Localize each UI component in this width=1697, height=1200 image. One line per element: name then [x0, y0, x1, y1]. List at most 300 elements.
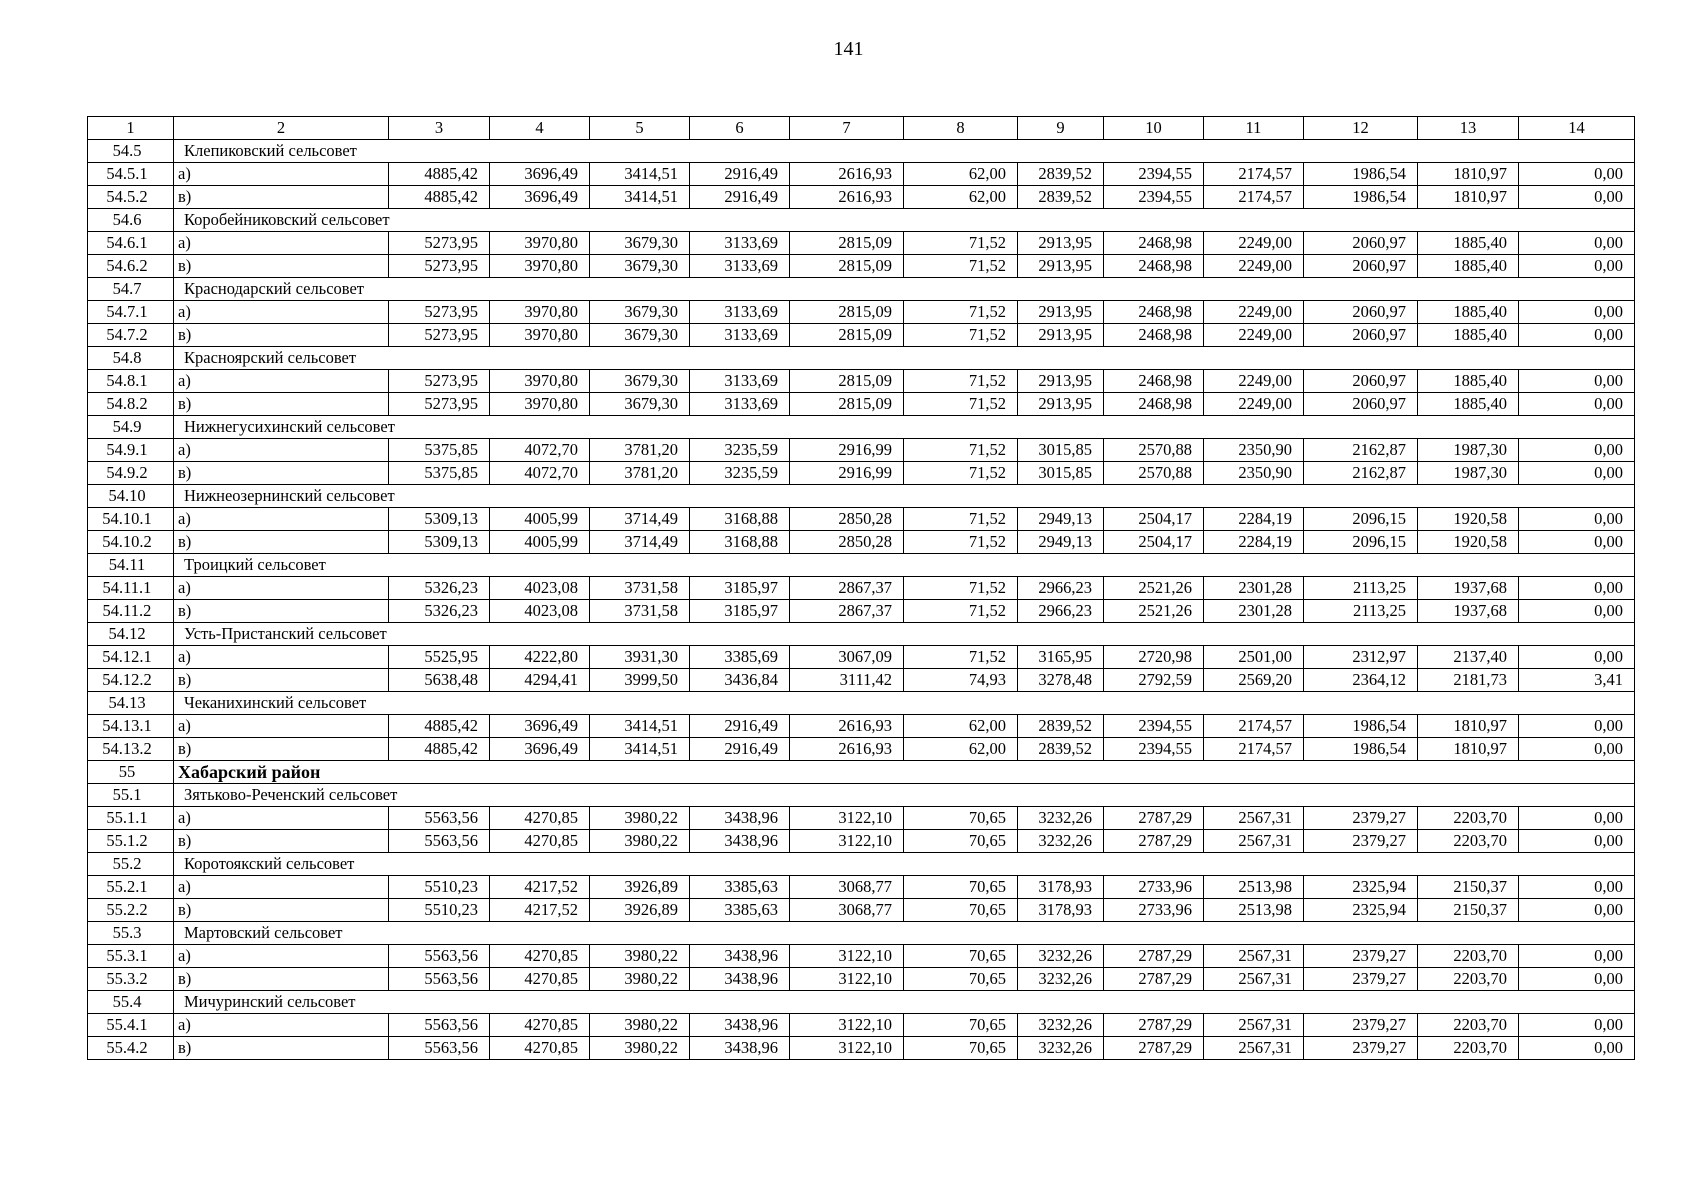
row-number: 55.3 [88, 922, 174, 945]
value-cell: 70,65 [904, 945, 1018, 968]
value-cell: 70,65 [904, 968, 1018, 991]
row-number: 54.9.1 [88, 439, 174, 462]
value-cell: 2569,20 [1204, 669, 1304, 692]
value-cell: 3133,69 [690, 370, 790, 393]
value-cell: 3980,22 [590, 830, 690, 853]
value-cell: 3438,96 [690, 830, 790, 853]
value-cell: 2867,37 [790, 600, 904, 623]
value-cell: 2913,95 [1018, 393, 1104, 416]
value-cell: 3232,26 [1018, 807, 1104, 830]
table-row [88, 899, 1635, 922]
value-cell: 3133,69 [690, 301, 790, 324]
row-label: в) [174, 830, 389, 853]
value-cell: 0,00 [1519, 600, 1635, 623]
value-cell: 4885,42 [389, 738, 490, 761]
row-title: Зятьково-Реченский сельсовет [174, 784, 1635, 807]
value-cell: 3414,51 [590, 738, 690, 761]
value-cell: 5309,13 [389, 508, 490, 531]
row-label: а) [174, 508, 389, 531]
value-cell: 5563,56 [389, 807, 490, 830]
value-cell: 2733,96 [1104, 876, 1204, 899]
value-cell: 3438,96 [690, 1014, 790, 1037]
value-cell: 2350,90 [1204, 439, 1304, 462]
row-number: 55.4.1 [88, 1014, 174, 1037]
row-number: 54.5.1 [88, 163, 174, 186]
value-cell: 5563,56 [389, 1014, 490, 1037]
value-cell: 4270,85 [490, 1037, 590, 1060]
row-number: 54.10.2 [88, 531, 174, 554]
table-row [88, 163, 1635, 186]
value-cell: 2468,98 [1104, 324, 1204, 347]
value-cell: 2504,17 [1104, 531, 1204, 554]
value-cell: 2916,49 [690, 738, 790, 761]
value-cell: 2174,57 [1204, 186, 1304, 209]
row-label: а) [174, 301, 389, 324]
row-title: Усть-Пристанский сельсовет [174, 623, 1635, 646]
value-cell: 3232,26 [1018, 968, 1104, 991]
value-cell: 0,00 [1519, 301, 1635, 324]
value-cell: 2916,49 [690, 186, 790, 209]
row-label: в) [174, 462, 389, 485]
value-cell: 5273,95 [389, 232, 490, 255]
value-cell: 5510,23 [389, 899, 490, 922]
value-cell: 2815,09 [790, 232, 904, 255]
group-row [88, 692, 1635, 715]
value-cell: 0,00 [1519, 577, 1635, 600]
value-cell: 0,00 [1519, 646, 1635, 669]
value-cell: 2162,87 [1304, 462, 1418, 485]
row-number: 55.2 [88, 853, 174, 876]
row-number: 54.5 [88, 140, 174, 163]
value-cell: 2792,59 [1104, 669, 1204, 692]
value-cell: 71,52 [904, 531, 1018, 554]
value-cell: 2468,98 [1104, 232, 1204, 255]
value-cell: 2616,93 [790, 186, 904, 209]
value-cell: 1986,54 [1304, 715, 1418, 738]
header-cell: 9 [1018, 117, 1104, 140]
row-title: Мичуринский сельсовет [174, 991, 1635, 1014]
value-cell: 1885,40 [1418, 255, 1519, 278]
value-cell: 1810,97 [1418, 738, 1519, 761]
value-cell: 4885,42 [389, 163, 490, 186]
table-row [88, 807, 1635, 830]
value-cell: 71,52 [904, 646, 1018, 669]
value-cell: 2060,97 [1304, 301, 1418, 324]
row-number: 55.1 [88, 784, 174, 807]
header-cell: 8 [904, 117, 1018, 140]
value-cell: 3970,80 [490, 301, 590, 324]
group-row [88, 554, 1635, 577]
value-cell: 2815,09 [790, 324, 904, 347]
value-cell: 2379,27 [1304, 807, 1418, 830]
value-cell: 71,52 [904, 439, 1018, 462]
value-cell: 2913,95 [1018, 370, 1104, 393]
row-number: 54.13.1 [88, 715, 174, 738]
value-cell: 0,00 [1519, 508, 1635, 531]
value-cell: 3111,42 [790, 669, 904, 692]
row-label: в) [174, 1037, 389, 1060]
value-cell: 2113,25 [1304, 577, 1418, 600]
value-cell: 4270,85 [490, 1014, 590, 1037]
row-number: 54.13 [88, 692, 174, 715]
value-cell: 2468,98 [1104, 393, 1204, 416]
header-cell: 12 [1304, 117, 1418, 140]
value-cell: 3438,96 [690, 945, 790, 968]
value-cell: 2521,26 [1104, 600, 1204, 623]
value-cell: 2249,00 [1204, 370, 1304, 393]
value-cell: 3679,30 [590, 370, 690, 393]
value-cell: 0,00 [1519, 232, 1635, 255]
row-label: а) [174, 715, 389, 738]
row-title: Нижнеозернинский сельсовет [174, 485, 1635, 508]
value-cell: 2468,98 [1104, 370, 1204, 393]
value-cell: 2394,55 [1104, 715, 1204, 738]
header-cell: 6 [690, 117, 790, 140]
row-number: 54.7.2 [88, 324, 174, 347]
value-cell: 3385,63 [690, 899, 790, 922]
value-cell: 2394,55 [1104, 186, 1204, 209]
value-cell: 5375,85 [389, 439, 490, 462]
row-title: Троицкий сельсовет [174, 554, 1635, 577]
header-cell: 3 [389, 117, 490, 140]
region-row [88, 761, 1635, 784]
row-number: 54.6.2 [88, 255, 174, 278]
header-cell: 14 [1519, 117, 1635, 140]
value-cell: 3,41 [1519, 669, 1635, 692]
value-cell: 4005,99 [490, 531, 590, 554]
row-title: Краснодарский сельсовет [174, 278, 1635, 301]
value-cell: 4217,52 [490, 876, 590, 899]
value-cell: 1920,58 [1418, 508, 1519, 531]
table-row [88, 715, 1635, 738]
value-cell: 3980,22 [590, 968, 690, 991]
value-cell: 3278,48 [1018, 669, 1104, 692]
value-cell: 2839,52 [1018, 186, 1104, 209]
value-cell: 3178,93 [1018, 876, 1104, 899]
value-cell: 3232,26 [1018, 1037, 1104, 1060]
value-cell: 3970,80 [490, 232, 590, 255]
value-cell: 3980,22 [590, 1014, 690, 1037]
row-title: Нижнегусихинский сельсовет [174, 416, 1635, 439]
value-cell: 1885,40 [1418, 232, 1519, 255]
row-label: а) [174, 163, 389, 186]
value-cell: 62,00 [904, 163, 1018, 186]
value-cell: 5510,23 [389, 876, 490, 899]
row-label: а) [174, 945, 389, 968]
value-cell: 71,52 [904, 232, 1018, 255]
value-cell: 2949,13 [1018, 508, 1104, 531]
value-cell: 2301,28 [1204, 600, 1304, 623]
value-cell: 5525,95 [389, 646, 490, 669]
value-cell: 3731,58 [590, 577, 690, 600]
value-cell: 2203,70 [1418, 807, 1519, 830]
value-cell: 2787,29 [1104, 830, 1204, 853]
value-cell: 2249,00 [1204, 255, 1304, 278]
value-cell: 5326,23 [389, 600, 490, 623]
value-cell: 70,65 [904, 830, 1018, 853]
value-cell: 2850,28 [790, 531, 904, 554]
value-cell: 2284,19 [1204, 508, 1304, 531]
value-cell: 1885,40 [1418, 324, 1519, 347]
value-cell: 2850,28 [790, 508, 904, 531]
value-cell: 3679,30 [590, 393, 690, 416]
value-cell: 5563,56 [389, 830, 490, 853]
row-number: 54.9 [88, 416, 174, 439]
value-cell: 3122,10 [790, 807, 904, 830]
row-number: 54.6 [88, 209, 174, 232]
row-number: 54.13.2 [88, 738, 174, 761]
row-number: 54.12.2 [88, 669, 174, 692]
value-cell: 2249,00 [1204, 301, 1304, 324]
value-cell: 2174,57 [1204, 715, 1304, 738]
row-number: 54.11.1 [88, 577, 174, 600]
value-cell: 2394,55 [1104, 738, 1204, 761]
value-cell: 2513,98 [1204, 876, 1304, 899]
value-cell: 2096,15 [1304, 531, 1418, 554]
table-row [88, 439, 1635, 462]
value-cell: 2379,27 [1304, 945, 1418, 968]
value-cell: 3926,89 [590, 899, 690, 922]
row-number: 54.8.1 [88, 370, 174, 393]
value-cell: 3235,59 [690, 462, 790, 485]
row-number: 54.11.2 [88, 600, 174, 623]
row-number: 54.7.1 [88, 301, 174, 324]
row-number: 54.12 [88, 623, 174, 646]
value-cell: 2913,95 [1018, 255, 1104, 278]
value-cell: 3232,26 [1018, 945, 1104, 968]
value-cell: 5273,95 [389, 324, 490, 347]
row-number: 54.11 [88, 554, 174, 577]
value-cell: 2916,49 [690, 715, 790, 738]
value-cell: 2567,31 [1204, 807, 1304, 830]
header-cell: 1 [88, 117, 174, 140]
value-cell: 2616,93 [790, 738, 904, 761]
value-cell: 4217,52 [490, 899, 590, 922]
value-cell: 71,52 [904, 508, 1018, 531]
value-cell: 70,65 [904, 1037, 1018, 1060]
value-cell: 2364,12 [1304, 669, 1418, 692]
value-cell: 2501,00 [1204, 646, 1304, 669]
header-cell: 7 [790, 117, 904, 140]
row-label: в) [174, 669, 389, 692]
table-body [88, 117, 1635, 1060]
value-cell: 0,00 [1519, 324, 1635, 347]
group-row [88, 278, 1635, 301]
value-cell: 3926,89 [590, 876, 690, 899]
header-cell: 4 [490, 117, 590, 140]
value-cell: 2567,31 [1204, 1037, 1304, 1060]
value-cell: 3133,69 [690, 232, 790, 255]
value-cell: 5638,48 [389, 669, 490, 692]
value-cell: 2174,57 [1204, 738, 1304, 761]
value-cell: 1885,40 [1418, 393, 1519, 416]
value-cell: 2249,00 [1204, 393, 1304, 416]
row-label: а) [174, 577, 389, 600]
header-cell: 11 [1204, 117, 1304, 140]
row-label: в) [174, 186, 389, 209]
value-cell: 4270,85 [490, 945, 590, 968]
row-title: Чеканихинский сельсовет [174, 692, 1635, 715]
row-label: а) [174, 646, 389, 669]
value-cell: 3999,50 [590, 669, 690, 692]
value-cell: 5326,23 [389, 577, 490, 600]
value-cell: 2150,37 [1418, 899, 1519, 922]
value-cell: 3232,26 [1018, 1014, 1104, 1037]
value-cell: 5309,13 [389, 531, 490, 554]
page-number: 141 [833, 38, 864, 60]
row-number: 54.9.2 [88, 462, 174, 485]
value-cell: 5273,95 [389, 255, 490, 278]
row-label: в) [174, 899, 389, 922]
header-cell: 5 [590, 117, 690, 140]
value-cell: 3414,51 [590, 186, 690, 209]
value-cell: 71,52 [904, 577, 1018, 600]
value-cell: 71,52 [904, 462, 1018, 485]
value-cell: 3168,88 [690, 531, 790, 554]
value-cell: 3679,30 [590, 255, 690, 278]
value-cell: 3133,69 [690, 393, 790, 416]
value-cell: 3731,58 [590, 600, 690, 623]
value-cell: 0,00 [1519, 968, 1635, 991]
value-cell: 3436,84 [690, 669, 790, 692]
value-cell: 71,52 [904, 324, 1018, 347]
value-cell: 2060,97 [1304, 324, 1418, 347]
value-cell: 2203,70 [1418, 968, 1519, 991]
value-cell: 4270,85 [490, 968, 590, 991]
value-cell: 2379,27 [1304, 1037, 1418, 1060]
value-cell: 3178,93 [1018, 899, 1104, 922]
value-cell: 2312,97 [1304, 646, 1418, 669]
value-cell: 3980,22 [590, 945, 690, 968]
value-cell: 3067,09 [790, 646, 904, 669]
value-cell: 3414,51 [590, 715, 690, 738]
row-number: 54.7 [88, 278, 174, 301]
row-number: 55 [88, 761, 174, 784]
value-cell: 3068,77 [790, 876, 904, 899]
value-cell: 2787,29 [1104, 807, 1204, 830]
table-row [88, 508, 1635, 531]
row-title: Клепиковский сельсовет [174, 140, 1635, 163]
value-cell: 2839,52 [1018, 715, 1104, 738]
value-cell: 3970,80 [490, 370, 590, 393]
value-cell: 71,52 [904, 301, 1018, 324]
value-cell: 2815,09 [790, 370, 904, 393]
table-row [88, 301, 1635, 324]
row-label: в) [174, 324, 389, 347]
value-cell: 3385,69 [690, 646, 790, 669]
value-cell: 0,00 [1519, 899, 1635, 922]
value-cell: 2949,13 [1018, 531, 1104, 554]
value-cell: 3980,22 [590, 1037, 690, 1060]
value-cell: 71,52 [904, 600, 1018, 623]
group-row [88, 416, 1635, 439]
value-cell: 2839,52 [1018, 738, 1104, 761]
row-number: 55.4.2 [88, 1037, 174, 1060]
value-cell: 2570,88 [1104, 462, 1204, 485]
row-number: 55.1.1 [88, 807, 174, 830]
table-row [88, 531, 1635, 554]
value-cell: 4222,80 [490, 646, 590, 669]
value-cell: 62,00 [904, 738, 1018, 761]
value-cell: 5563,56 [389, 968, 490, 991]
value-cell: 0,00 [1519, 462, 1635, 485]
value-cell: 2513,98 [1204, 899, 1304, 922]
value-cell: 2916,99 [790, 462, 904, 485]
value-cell: 0,00 [1519, 531, 1635, 554]
row-label: а) [174, 1014, 389, 1037]
row-label: в) [174, 600, 389, 623]
value-cell: 2325,94 [1304, 876, 1418, 899]
value-cell: 2203,70 [1418, 1014, 1519, 1037]
row-number: 54.6.1 [88, 232, 174, 255]
row-label: а) [174, 232, 389, 255]
value-cell: 5273,95 [389, 370, 490, 393]
value-cell: 3970,80 [490, 393, 590, 416]
value-cell: 2137,40 [1418, 646, 1519, 669]
value-cell: 4270,85 [490, 807, 590, 830]
row-number: 55.4 [88, 991, 174, 1014]
row-number: 55.3.2 [88, 968, 174, 991]
row-label: в) [174, 393, 389, 416]
table-row [88, 830, 1635, 853]
value-cell: 3696,49 [490, 738, 590, 761]
value-cell: 2787,29 [1104, 968, 1204, 991]
value-cell: 2113,25 [1304, 600, 1418, 623]
value-cell: 3122,10 [790, 1037, 904, 1060]
value-cell: 2570,88 [1104, 439, 1204, 462]
value-cell: 3122,10 [790, 945, 904, 968]
value-cell: 5563,56 [389, 945, 490, 968]
value-cell: 2616,93 [790, 163, 904, 186]
value-cell: 2504,17 [1104, 508, 1204, 531]
value-cell: 1810,97 [1418, 163, 1519, 186]
value-cell: 3235,59 [690, 439, 790, 462]
value-cell: 0,00 [1519, 370, 1635, 393]
table-row [88, 255, 1635, 278]
value-cell: 4885,42 [389, 186, 490, 209]
value-cell: 2162,87 [1304, 439, 1418, 462]
header-cell: 2 [174, 117, 389, 140]
value-cell: 2203,70 [1418, 945, 1519, 968]
value-cell: 2720,98 [1104, 646, 1204, 669]
group-row [88, 485, 1635, 508]
value-cell: 2787,29 [1104, 1014, 1204, 1037]
group-row [88, 922, 1635, 945]
value-cell: 3165,95 [1018, 646, 1104, 669]
value-cell: 3980,22 [590, 807, 690, 830]
value-cell: 2787,29 [1104, 945, 1204, 968]
table-row [88, 462, 1635, 485]
value-cell: 5375,85 [389, 462, 490, 485]
row-number: 55.2.1 [88, 876, 174, 899]
value-cell: 2060,97 [1304, 393, 1418, 416]
row-label: а) [174, 807, 389, 830]
value-cell: 2913,95 [1018, 301, 1104, 324]
group-row [88, 623, 1635, 646]
value-cell: 0,00 [1519, 255, 1635, 278]
value-cell: 1937,68 [1418, 600, 1519, 623]
value-cell: 2521,26 [1104, 577, 1204, 600]
value-cell: 0,00 [1519, 715, 1635, 738]
value-cell: 5563,56 [389, 1037, 490, 1060]
value-cell: 2379,27 [1304, 968, 1418, 991]
value-cell: 2787,29 [1104, 1037, 1204, 1060]
table-row [88, 669, 1635, 692]
value-cell: 70,65 [904, 876, 1018, 899]
value-cell: 2733,96 [1104, 899, 1204, 922]
value-cell: 3781,20 [590, 439, 690, 462]
value-cell: 2815,09 [790, 301, 904, 324]
